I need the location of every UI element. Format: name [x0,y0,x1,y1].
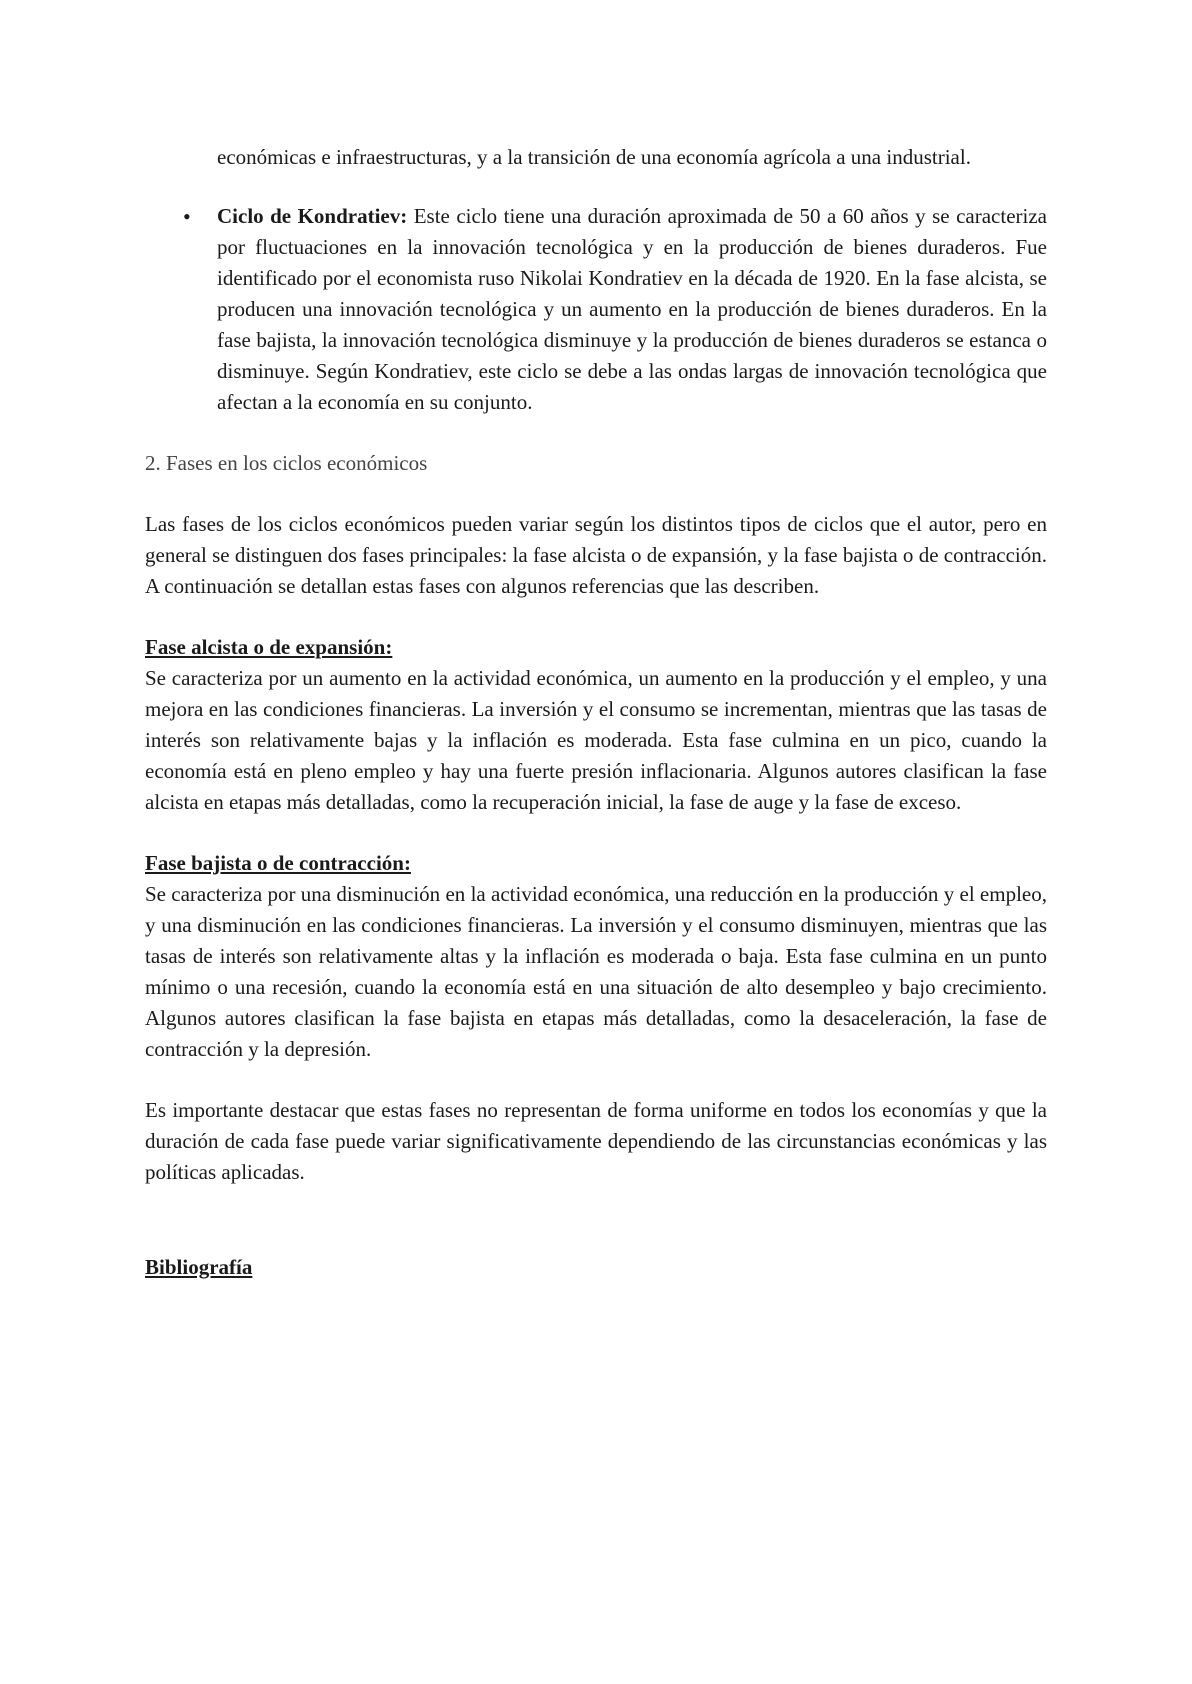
intro-paragraph: Las fases de los ciclos económicos pueden variar según los distintos tipos de ciclos que el autor, pero en general se distinguen dos fases principales: la fase alcista o de expansión, y la fase bajista o de contracción. A continuación se detallan estas fases con algunos referencias que las describen. [145,512,1047,598]
closing-paragraph: Es importante destacar que estas fases no representan de forma uniforme en todos los economías y que la duración de cada fase puede variar significativamente dependiendo de las circunstancias económicas y las políticas aplicadas. [145,1098,1047,1184]
phase-contraction-text: Se caracteriza por una disminución en la actividad económica, una reducción en la producción y el empleo, y una disminución en las condiciones financieras. La inversión y el consumo disminuyen, mientras que las tasas de interés son relativamente altas y la inflación es moderada o baja. Esta fase culmina en un punto mínimo o una recesión, cuando la economía está en una situación de alto desempleo y bajo crecimiento. Algunos autores clasifican la fase bajista en etapas más detalladas, como la desaceleración, la fase de contracción y la depresión. [145,882,1047,1061]
continuation-paragraph: económicas e infraestructuras, y a la transición de una economía agrícola a una industrial. [217,145,971,169]
section-heading: 2. Fases en los ciclos económicos [145,451,428,475]
phase-contraction-title: Fase bajista o de contracción: [145,851,411,875]
phase-expansion-block [145,632,1047,818]
bullet-item-kondratiev [217,201,1047,418]
bullet-text: Este ciclo tiene una duración aproximada de 50 a 60 años y se caracteriza por fluctuaciones en la innovación tecnológica y en la producción de bienes duraderos. Fue identificado por el economista ruso Nikolai Kondratiev en la década de 1920. En la fase alcista, se producen una innovación tecnológica y un aumento en la producción de bienes duraderos. En la fase bajista, la innovación tecnológica disminuye y la producción de bienes duraderos se estanca o disminuye. Según Kondratiev, este ciclo se debe a las ondas largas de innovación tecnológica que afectan a la economía en su conjunto. [217,204,1047,414]
bullet-term: Ciclo de Kondratiev: [217,204,408,228]
phase-expansion-text: Se caracteriza por un aumento en la actividad económica, un aumento en la producción y el empleo, y una mejora en las condiciones financieras. La inversión y el consumo se incrementan, mientras que las tasas de interés son relativamente bajas y la inflación es moderada. Esta fase culmina en un pico, cuando la economía está en pleno empleo y hay una fuerte presión inflacionaria. Algunos autores clasifican la fase alcista en etapas más detalladas, como la recuperación inicial, la fase de auge y la fase de exceso. [145,666,1047,814]
bullet-list [145,201,1047,418]
document-page [145,142,1047,1283]
phase-contraction-block [145,848,1047,1065]
bibliography-heading: Bibliografía [145,1255,253,1279]
phase-expansion-title: Fase alcista o de expansión: [145,635,393,659]
